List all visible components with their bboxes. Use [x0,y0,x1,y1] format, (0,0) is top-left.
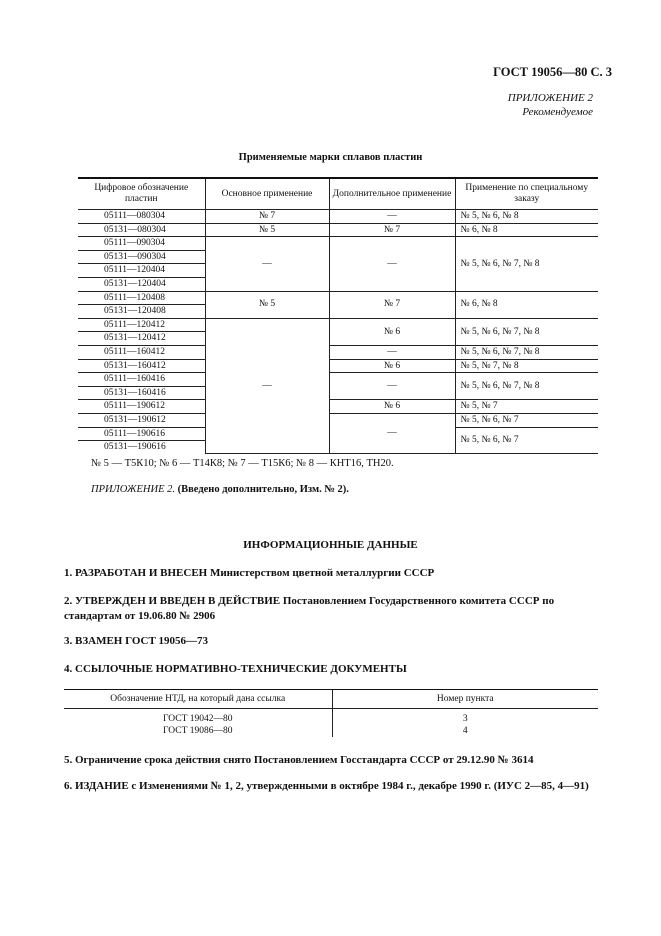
plate-code: 05131—120408 [78,305,205,319]
ref-clause: 3 [332,709,598,726]
info-item-6: 6. ИЗДАНИЕ с Изменениями № 1, 2, утвержденными в октябре 1984 г., декабре 1990 г. (ИУС 2—85, 4—91) [64,780,589,792]
ref-clause: 4 [332,725,598,737]
info-item-3: 3. ВЗАМЕН ГОСТ 19056—73 [64,635,209,647]
main-use: — [205,318,329,453]
table-row [78,413,598,427]
appendix-title: ПРИЛОЖЕНИЕ 2 [507,92,593,104]
extra-use: — [329,413,455,453]
plate-code: 05111—090304 [78,237,205,251]
special-use: № 5, № 6, № 7 [455,427,598,454]
column-header: Обозначение НТД, на который дана ссылка [64,690,332,709]
plate-code: 05131—120412 [78,332,205,346]
ref-doc: ГОСТ 19042—80 [163,714,233,724]
column-header: Цифровое обозначение пластин [78,178,205,210]
table-row [78,318,598,332]
table-header-row [78,178,598,210]
references-table [64,689,598,737]
column-header: Номер пункта [332,690,598,709]
table-row [78,237,598,251]
table-row [64,709,598,726]
table-row [78,223,598,237]
main-use: — [205,237,329,291]
table-row [78,345,598,359]
appendix-note [91,484,349,495]
plate-code: 05131—080304 [78,223,205,237]
page-header: ГОСТ 19056—80 С. 3 [493,65,612,79]
plate-code: 05111—120412 [78,318,205,332]
extra-use: — [329,373,455,400]
special-use: № 5, № 6, № 7, № 8 [455,318,598,345]
special-use: № 5, № 6, № 7 [455,413,598,427]
table-row [78,359,598,373]
column-header: Применение по специальному заказу [455,178,598,210]
alloy-table [78,177,598,454]
plate-code: 05111—190612 [78,400,205,414]
plate-code: 05131—160412 [78,359,205,373]
plate-code: 05111—190616 [78,427,205,441]
column-header: Основное применение [205,178,329,210]
plate-code: 05131—160416 [78,386,205,400]
table-row [78,291,598,305]
appendix-note-text: (Введено дополнительно, Изм. № 2). [177,484,349,495]
plate-code: 05111—080304 [78,210,205,224]
table1-title: Применяемые марки сплавов пластин [238,152,423,163]
extra-use: — [329,345,455,359]
extra-use: № 6 [329,400,455,414]
plate-code: 05111—120404 [78,264,205,278]
alloy-legend: № 5 — Т5К10; № 6 — Т14К8; № 7 — Т15К6; № 8 — КНТ16, ТН20. [91,458,394,469]
special-use: № 5, № 6, № 8 [455,210,598,224]
info-title: ИНФОРМАЦИОННЫЕ ДАННЫЕ [243,539,418,551]
special-use: № 5, № 7 [455,400,598,414]
main-use: № 5 [205,223,329,237]
plate-code: 05131—090304 [78,250,205,264]
info-item-1: 1. РАЗРАБОТАН И ВНЕСЕН Министерством цветной металлургии СССР [64,567,435,579]
table-row [78,373,598,387]
appendix-label [508,91,593,119]
extra-use: — [329,237,455,291]
plate-code: 05111—160412 [78,345,205,359]
plate-code: 05131—190612 [78,413,205,427]
main-use: № 5 [205,291,329,318]
extra-use: № 6 [329,318,455,345]
plate-code: 05131—190616 [78,441,205,454]
table-row [78,400,598,414]
special-use: № 5, № 6, № 7, № 8 [455,237,598,291]
ref-doc: ГОСТ 19086—80 [163,726,233,736]
table-header-row [64,690,598,709]
plate-code: 05111—160416 [78,373,205,387]
info-item-5: 5. Ограничение срока действия снято Постановлением Госстандарта СССР от 29.12.90 № 3614 [64,754,534,766]
info-item-4: 4. ССЫЛОЧНЫЕ НОРМАТИВНО-ТЕХНИЧЕСКИЕ ДОКУМЕНТЫ [64,663,407,675]
table-row [64,725,598,737]
special-use: № 5, № 6, № 7, № 8 [455,345,598,359]
main-use: № 7 [205,210,329,224]
appendix-status: Рекомендуемое [522,106,593,118]
extra-use: № 6 [329,359,455,373]
special-use: № 6, № 8 [455,291,598,318]
special-use: № 6, № 8 [455,223,598,237]
column-header: Дополнительное применение [329,178,455,210]
plate-code: 05111—120408 [78,291,205,305]
special-use: № 5, № 6, № 7, № 8 [455,373,598,400]
info-item-2: 2. УТВЕРЖДЕН И ВВЕДЕН В ДЕЙСТВИЕ Постановлением Государственного комитета СССР по стандартам от 19.06.80 № 2906 [64,595,555,622]
special-use: № 5, № 7, № 8 [455,359,598,373]
table-row [78,210,598,224]
extra-use: № 7 [329,291,455,318]
extra-use: № 7 [329,223,455,237]
appendix-note-ref: ПРИЛОЖЕНИЕ 2. [91,484,175,495]
plate-code: 05131—120404 [78,277,205,291]
extra-use: — [329,210,455,224]
